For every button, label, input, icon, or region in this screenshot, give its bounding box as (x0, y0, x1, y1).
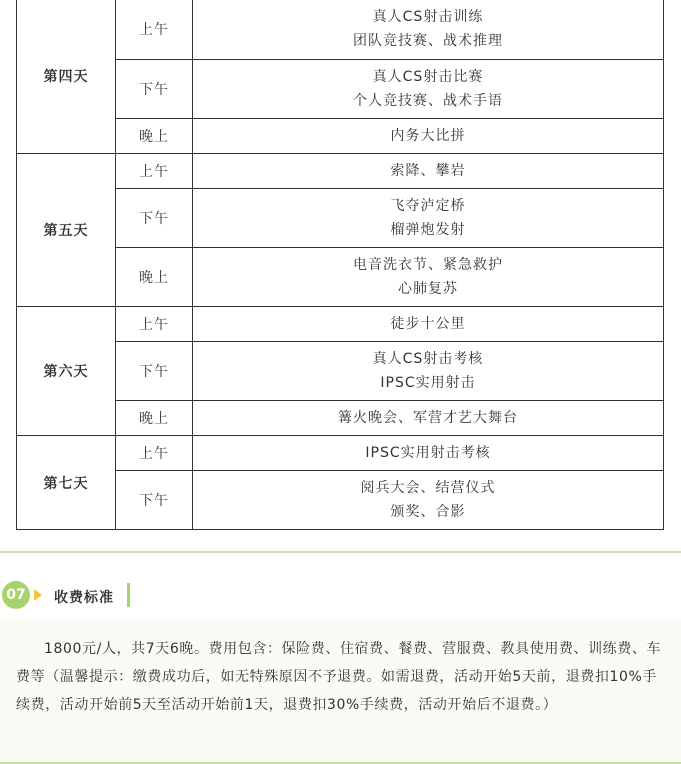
fee-description: 1800元/人，共7天6晚。费用包含：保险费、住宿费、餐费、营服费、教具使用费、训练费、车费等（温馨提示：缴费成功后，如无特殊原因不予退费。如需退费，活动开始5天前，退费扣10%手续费，活动开始前5天至活动开始前1天，退费扣30%手续费，活动开始后不退费。） (16, 641, 662, 713)
schedule-row (17, 436, 664, 471)
activity-line: 团队竞技赛、战术推理 (353, 33, 503, 49)
activity-line: 个人竞技赛、战术手语 (353, 93, 503, 109)
title-accent-bar (127, 583, 130, 607)
activity-cell (193, 119, 664, 154)
day-label: 第四天 (17, 0, 116, 154)
activity-line: 颁奖、合影 (390, 504, 466, 520)
schedule-row (17, 307, 664, 342)
period-label: 下午 (116, 342, 193, 401)
activity-cell (193, 471, 664, 530)
day-label: 第五天 (17, 154, 116, 307)
period-label: 晚上 (116, 401, 193, 436)
activity-line: 索降、攀岩 (390, 163, 466, 179)
activity-line: 阅兵大会、结营仪式 (360, 480, 496, 496)
schedule-row (17, 0, 664, 60)
activity-cell (193, 154, 664, 189)
activity-line: 飞夺泸定桥 (390, 198, 466, 214)
arrow-right-icon (34, 589, 42, 601)
activity-cell (193, 248, 664, 307)
activity-line: IPSC实用射击 (380, 375, 476, 391)
activity-line: 篝火晚会、军营才艺大舞台 (338, 410, 518, 426)
activity-line: 真人CS射击比赛 (372, 69, 484, 85)
period-label: 上午 (116, 0, 193, 60)
activity-line: IPSC实用射击考核 (365, 445, 491, 461)
day-label: 第七天 (17, 436, 116, 530)
activity-cell (193, 189, 664, 248)
schedule-table (16, 0, 664, 530)
section-number-badge: 07 (2, 581, 30, 609)
day-label: 第六天 (17, 307, 116, 436)
period-label: 下午 (116, 60, 193, 119)
activity-cell (193, 401, 664, 436)
activity-line: 真人CS射击考核 (372, 351, 484, 367)
schedule-row (17, 154, 664, 189)
schedule-body (17, 0, 664, 530)
activity-line: 榴弹炮发射 (390, 222, 466, 238)
activity-line: 内务大比拼 (390, 128, 466, 144)
period-label: 晚上 (116, 248, 193, 307)
activity-line: 真人CS射击训练 (372, 9, 484, 25)
period-label: 下午 (116, 189, 193, 248)
activity-line: 电音洗衣节、紧急救护 (353, 257, 503, 273)
period-label: 上午 (116, 436, 193, 471)
period-label: 上午 (116, 154, 193, 189)
period-label: 上午 (116, 307, 193, 342)
section-title: 收费标准 (54, 590, 114, 606)
activity-line: 徒步十公里 (390, 316, 466, 332)
section-divider-top (0, 551, 681, 553)
period-label: 下午 (116, 471, 193, 530)
activity-line: 心肺复苏 (398, 281, 458, 297)
period-label: 晚上 (116, 119, 193, 154)
activity-cell (193, 60, 664, 119)
activity-cell (193, 307, 664, 342)
section-header (0, 578, 681, 612)
activity-cell (193, 436, 664, 471)
activity-cell (193, 0, 664, 60)
activity-cell (193, 342, 664, 401)
